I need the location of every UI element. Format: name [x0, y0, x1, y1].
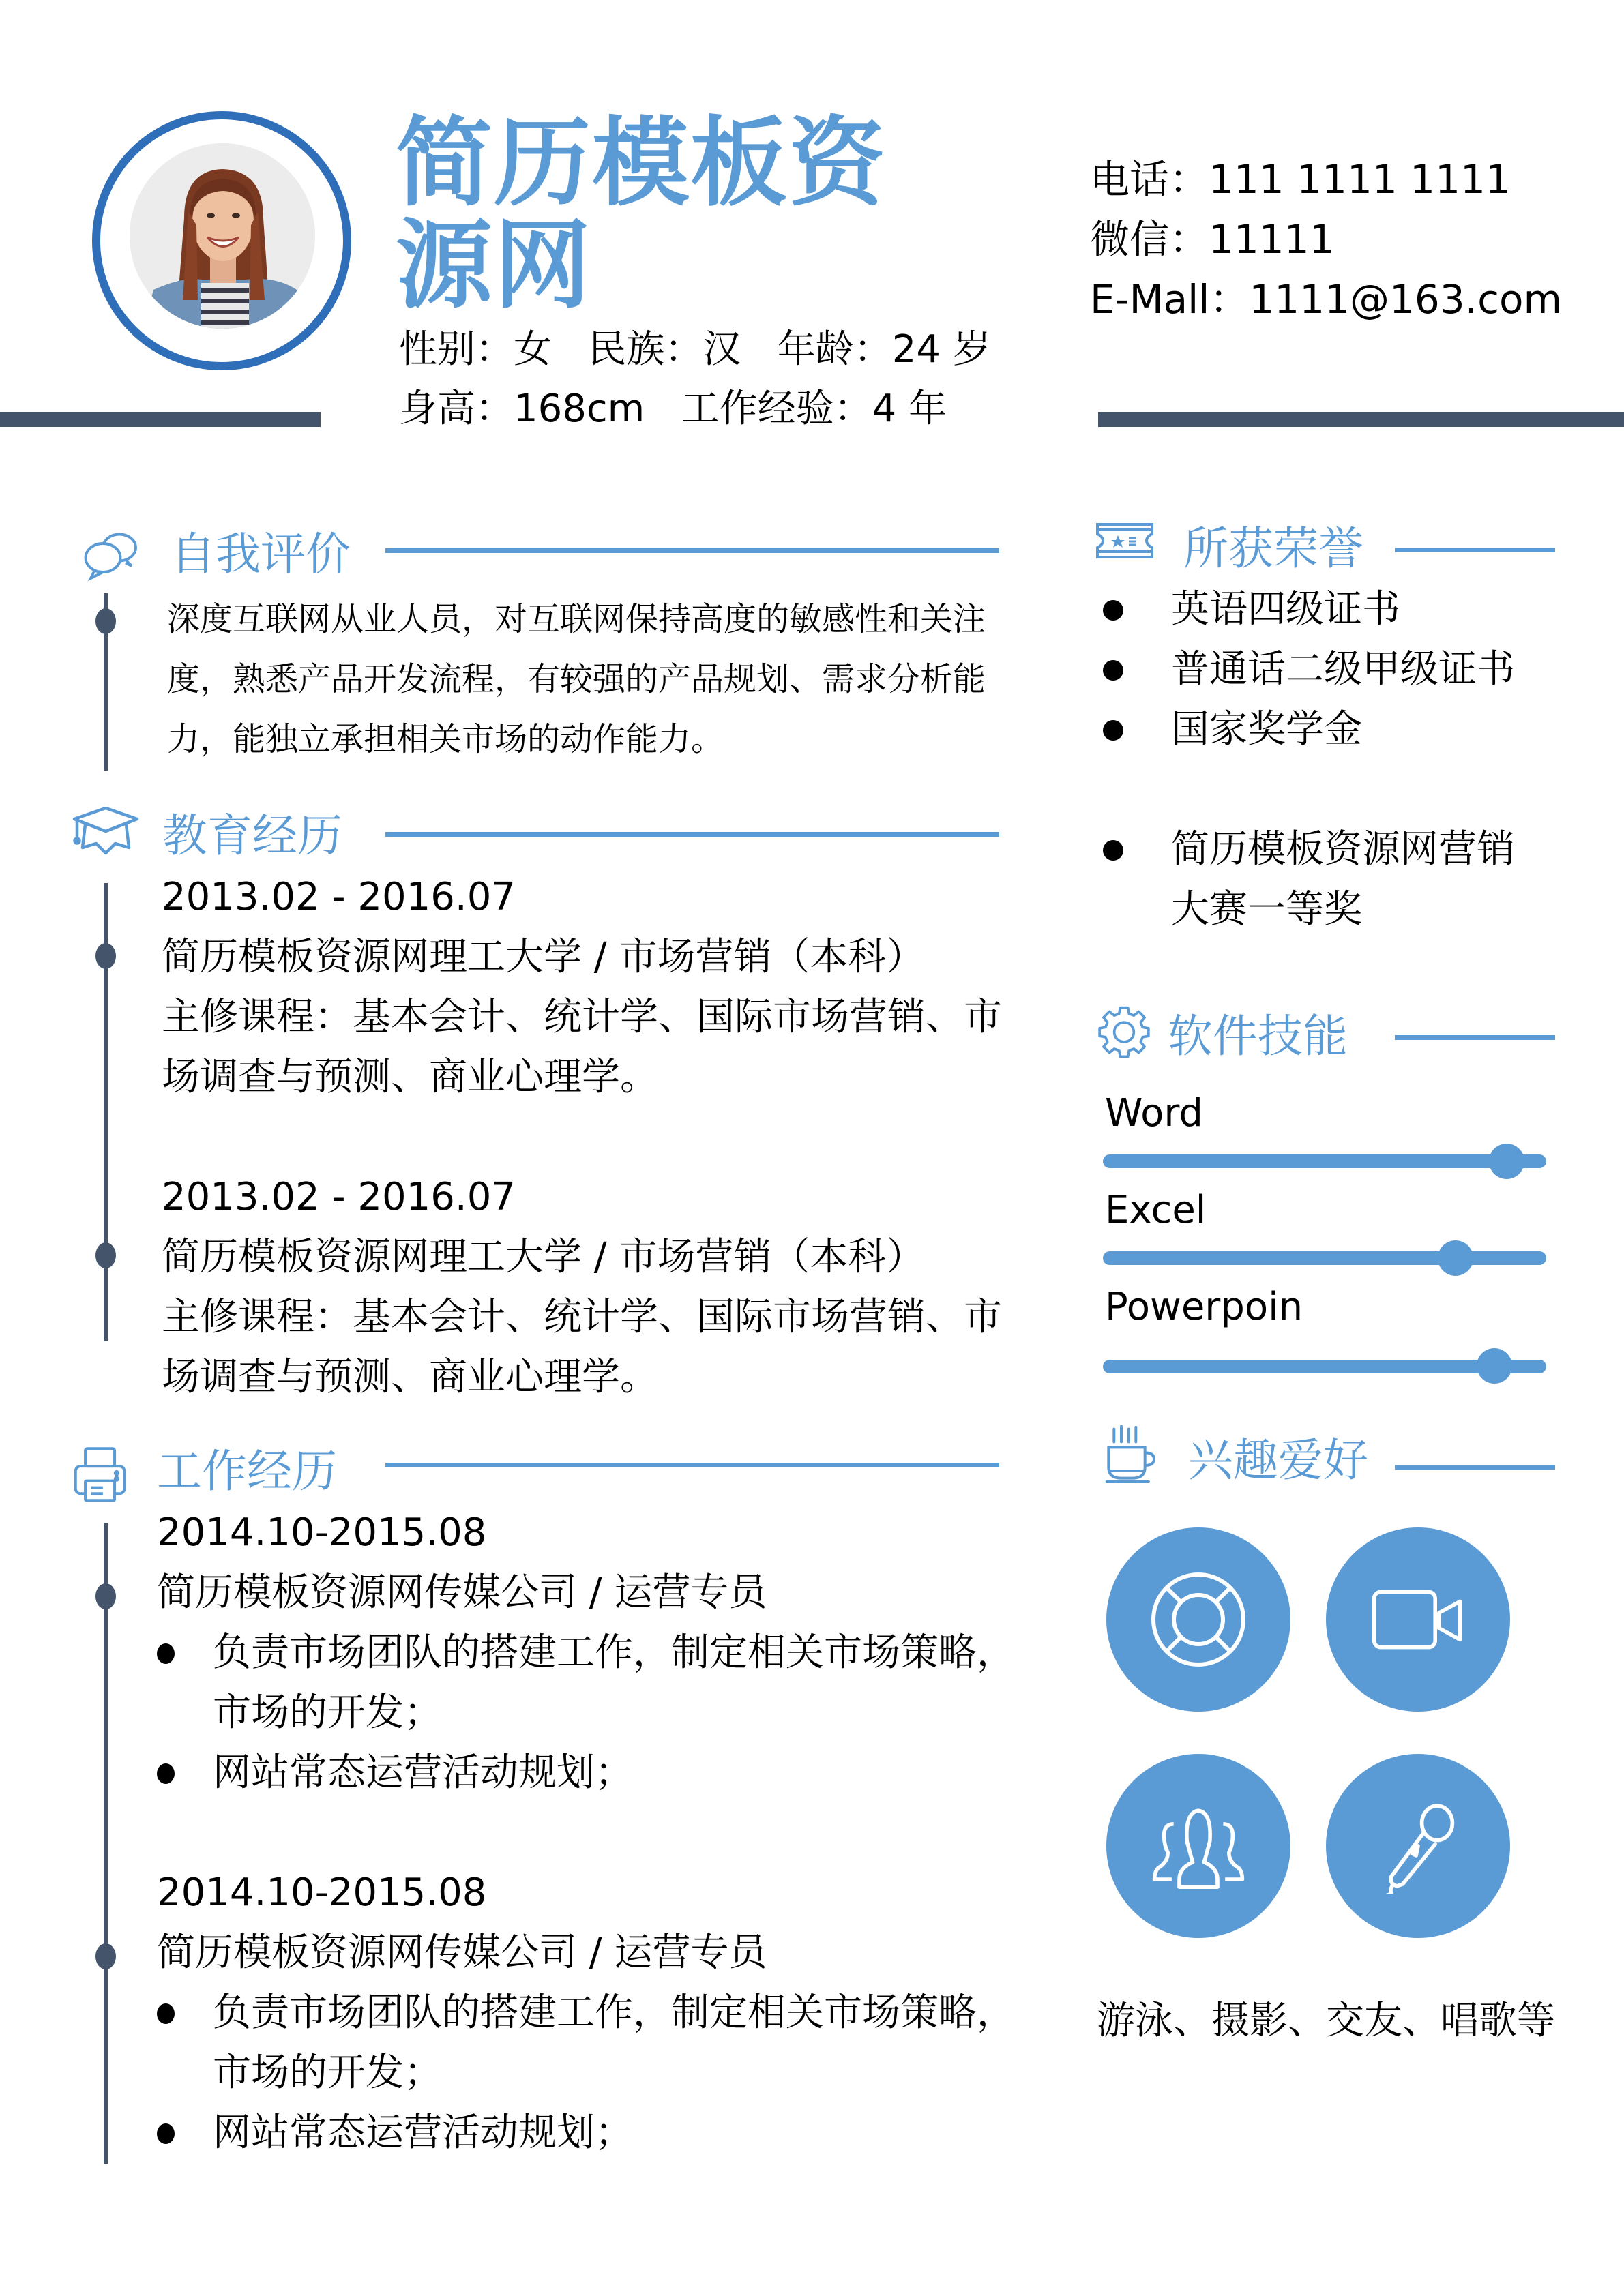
honor-item — [1103, 700, 1515, 760]
section-rule-skills — [1395, 1035, 1555, 1040]
title-line-1: 简历模板资 — [396, 107, 887, 220]
hobby-singing — [1326, 1754, 1510, 1938]
self-evaluation-line-2: 度，熟悉产品开发流程，有较强的产品规划、需求分析能 — [167, 660, 986, 698]
personal-info-line-2: 身高：168cm 工作经验：4 年 — [399, 387, 947, 431]
education-entry-2 — [162, 1167, 1002, 1407]
timeline-dot — [95, 1242, 116, 1268]
section-rule-work — [385, 1463, 999, 1467]
education-period: 2013.02 - 2016.07 — [162, 1175, 516, 1219]
honor-text: 大赛一等奖 — [1171, 887, 1362, 931]
honor-item — [1103, 580, 1515, 640]
skill-label-word: Word — [1105, 1091, 1203, 1135]
timeline-dot — [95, 608, 116, 634]
bullet-dot — [1103, 660, 1123, 681]
bullet-dot — [157, 2123, 175, 2144]
work-bullet-text: 负责市场团队的搭建工作，制定相关市场策略， — [213, 1991, 1015, 2035]
hobby-socializing — [1106, 1754, 1290, 1938]
hobby-photography — [1326, 1527, 1510, 1712]
honor-item — [1103, 820, 1515, 940]
work-bullet-item — [157, 2103, 1015, 2163]
honor-item — [1103, 640, 1515, 700]
work-bullet-text: 负责市场团队的搭建工作，制定相关市场策略， — [213, 1630, 1015, 1675]
honor-text: 英语四级证书 — [1171, 587, 1400, 631]
speech-bubbles-icon — [80, 525, 142, 586]
work-bullet-item — [157, 1983, 1015, 2103]
skill-knob-excel — [1438, 1240, 1473, 1276]
section-title-skills: 软件技能 — [1168, 1010, 1348, 1062]
personal-info-line-1: 性别：女 民族：汉 年龄：24 岁 — [399, 327, 991, 372]
education-school: 简历模板资源网理工大学 / 市场营销（本科） — [162, 1235, 925, 1279]
education-courses-line-1: 主修课程：基本会计、统计学、国际市场营销、市 — [162, 1295, 1002, 1339]
people-group-icon — [1151, 1802, 1246, 1890]
work-bullet-text: 网站常态运营活动规划； — [213, 1750, 633, 1795]
header-divider-right — [1098, 412, 1624, 427]
self-evaluation-line-3: 力，能独立承担相关市场的动作能力。 — [167, 720, 724, 758]
section-title-work: 工作经历 — [157, 1445, 337, 1497]
timeline-dot — [95, 943, 116, 969]
section-title-education: 教育经历 — [162, 809, 342, 862]
timeline-work — [104, 1523, 108, 2164]
skill-label-powerpoint: Powerpoin — [1105, 1285, 1303, 1329]
avatar — [130, 143, 315, 329]
section-title-self-evaluation: 自我评价 — [171, 528, 351, 580]
work-bullet-text: 网站常态运营活动规划； — [213, 2111, 633, 2155]
coffee-cup-icon — [1105, 1425, 1160, 1487]
hobby-swimming — [1106, 1527, 1290, 1712]
skill-knob-word — [1489, 1144, 1524, 1179]
timeline-dot — [95, 1583, 116, 1609]
ticket-star-icon — [1095, 522, 1155, 563]
work-company: 简历模板资源网传媒公司 / 运营专员 — [157, 1930, 767, 1975]
honor-text: 简历模板资源网营销 — [1171, 827, 1515, 871]
work-entry-2 — [157, 1863, 1015, 2163]
header-divider-left — [0, 412, 321, 427]
timeline-dot — [95, 1943, 116, 1969]
education-courses-line-2: 场调查与预测、商业心理学。 — [162, 1355, 658, 1399]
contact-wechat: 微信：11111 — [1090, 216, 1335, 263]
title-line-2: 源网 — [396, 209, 592, 322]
education-entry-1 — [162, 867, 1002, 1107]
video-camera-icon — [1370, 1585, 1466, 1654]
education-school: 简历模板资源网理工大学 / 市场营销（本科） — [162, 935, 925, 979]
hobbies-summary: 游泳、摄影、交友、唱歌等 — [1097, 1999, 1555, 2043]
honors-list — [1103, 580, 1515, 940]
skill-bar-word — [1103, 1154, 1546, 1168]
work-bullet-item — [157, 1623, 1015, 1743]
contact-phone: 电话：111 1111 1111 — [1090, 156, 1511, 203]
section-rule-honors — [1395, 548, 1555, 552]
bullet-dot — [157, 1763, 175, 1784]
resume-title — [396, 107, 914, 322]
bullet-dot — [157, 2003, 175, 2024]
microphone-icon — [1370, 1798, 1466, 1894]
gear-icon — [1095, 1004, 1153, 1065]
work-period: 2014.10-2015.08 — [157, 1870, 487, 1915]
bullet-dot — [1103, 720, 1123, 741]
honor-text: 普通话二级甲级证书 — [1171, 647, 1515, 691]
printer-icon — [72, 1446, 133, 1507]
education-courses-line-1: 主修课程：基本会计、统计学、国际市场营销、市 — [162, 995, 1002, 1039]
section-rule-education — [385, 832, 999, 837]
work-company: 简历模板资源网传媒公司 / 运营专员 — [157, 1570, 767, 1615]
graduation-cap-icon — [72, 807, 133, 868]
skill-bar-excel — [1103, 1251, 1546, 1265]
education-period: 2013.02 - 2016.07 — [162, 875, 516, 919]
skill-knob-powerpoint — [1477, 1348, 1512, 1384]
self-evaluation-text — [167, 589, 986, 769]
section-rule-hobbies — [1395, 1465, 1555, 1470]
contact-email: E-Mall：1111@163.com — [1090, 276, 1563, 323]
work-bullet-item — [157, 1743, 1015, 1803]
section-rule-self-evaluation — [385, 548, 999, 553]
section-title-honors: 所获荣誉 — [1183, 522, 1363, 575]
bullet-dot — [157, 1643, 175, 1664]
education-courses-line-2: 场调查与预测、商业心理学。 — [162, 1055, 658, 1099]
section-title-hobbies: 兴趣爱好 — [1188, 1434, 1368, 1487]
work-entry-1 — [157, 1503, 1015, 1803]
portrait-photo-icon — [130, 143, 315, 329]
self-evaluation-line-1: 深度互联网从业人员，对互联网保持高度的敏感性和关注 — [167, 600, 986, 638]
work-period: 2014.10-2015.08 — [157, 1510, 487, 1555]
bullet-dot — [1103, 600, 1123, 621]
work-bullet-text: 市场的开发； — [213, 2051, 442, 2095]
skill-label-excel: Excel — [1105, 1188, 1207, 1232]
honor-text: 国家奖学金 — [1171, 707, 1362, 751]
work-bullet-text: 市场的开发； — [213, 1690, 442, 1735]
lifebuoy-icon — [1147, 1568, 1250, 1671]
bullet-dot — [1103, 840, 1123, 861]
